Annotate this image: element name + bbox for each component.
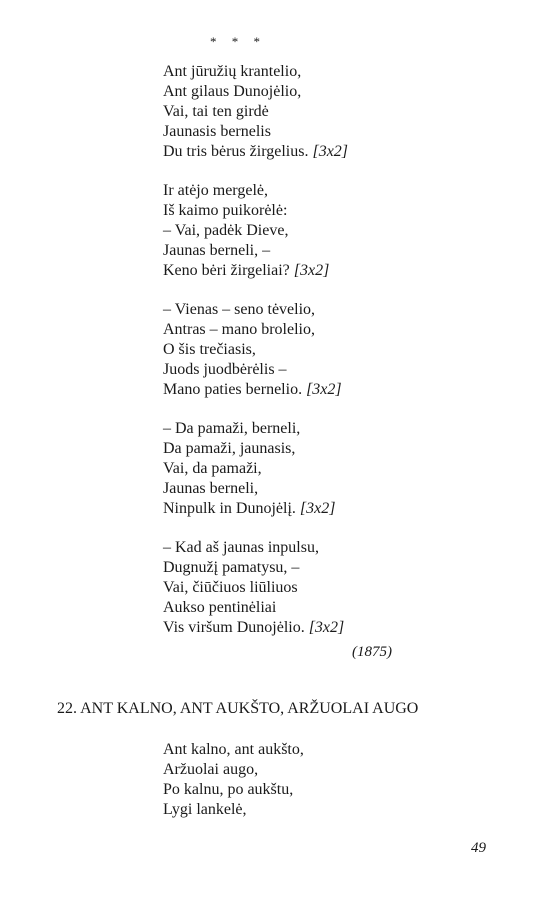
- stanza-5: [163, 538, 523, 638]
- verse-line: Jaunasis bernelis: [163, 123, 271, 140]
- verse-text: Ninpulk in Dunojėlį.: [163, 500, 296, 517]
- verse-line: Da pamaži, jaunasis,: [163, 440, 296, 457]
- verse-line: Ir atėjo mergelė,: [163, 182, 268, 199]
- verse-line: Antras – mano brolelio,: [163, 321, 315, 338]
- stanza-next-song: [163, 740, 523, 820]
- verse-text: Vis viršum Dunojėlio.: [163, 619, 305, 636]
- verse-line: – Kad aš jaunas inpulsu,: [163, 539, 319, 556]
- verse-line: [163, 499, 523, 519]
- verse-line: O šis trečiasis,: [163, 341, 256, 358]
- verse-line: Po kalnu, po aukštu,: [163, 781, 294, 798]
- repeat-mark: [3x2]: [312, 143, 349, 160]
- verse-line: [163, 380, 523, 400]
- verse-line: Aržuolai augo,: [163, 761, 259, 778]
- verse-line: Dugnužį pamatysu, –: [163, 559, 300, 576]
- section-ornament: * * *: [210, 34, 266, 49]
- verse-line: Juods juodbėrėlis –: [163, 361, 287, 378]
- verse-text: Keno bėri žirgeliai?: [163, 262, 290, 279]
- stanza-3: [163, 300, 523, 400]
- page-number: 49: [471, 840, 486, 856]
- stanza-4: [163, 419, 523, 519]
- stanza-2: [163, 181, 523, 281]
- verse-line: Vai, čiūčiuos liūliuos: [163, 579, 298, 596]
- verse-line: Vai, tai ten girdė: [163, 103, 269, 120]
- verse-line: – Da pamaži, berneli,: [163, 420, 301, 437]
- repeat-mark: [3x2]: [308, 619, 345, 636]
- verse-text: Du tris bėrus žirgelius.: [163, 143, 309, 160]
- repeat-mark: [3x2]: [299, 500, 336, 517]
- verse-line: Lygi lankelė,: [163, 801, 247, 818]
- verse-line: – Vienas – seno tėvelio,: [163, 301, 316, 318]
- verse-line: Ant gilaus Dunojėlio,: [163, 83, 302, 100]
- repeat-mark: [3x2]: [306, 381, 342, 398]
- song-heading: 22. ANT KALNO, ANT AUKŠTO, ARŽUOLAI AUGO: [57, 700, 419, 717]
- verse-line: [163, 618, 523, 638]
- verse-line: Jaunas berneli, –: [163, 242, 271, 259]
- verse-line: Vai, da pamaži,: [163, 460, 262, 477]
- verse-line: Ant jūružių krantelio,: [163, 63, 302, 80]
- verse-line: Aukso pentinėliai: [163, 599, 277, 616]
- repeat-mark: [3x2]: [293, 262, 330, 279]
- verse-line: Iš kaimo puikorėlė:: [163, 202, 288, 219]
- verse-line: Jaunas berneli,: [163, 480, 259, 497]
- verse-line: – Vai, padėk Dieve,: [163, 222, 289, 239]
- stanza-1: [163, 62, 523, 162]
- verse-line: Ant kalno, ant aukšto,: [163, 741, 304, 758]
- verse-line: [163, 261, 523, 281]
- verse-text: Mano paties bernelio.: [163, 381, 303, 398]
- verse-line: [163, 142, 523, 162]
- song-year: (1875): [352, 644, 392, 660]
